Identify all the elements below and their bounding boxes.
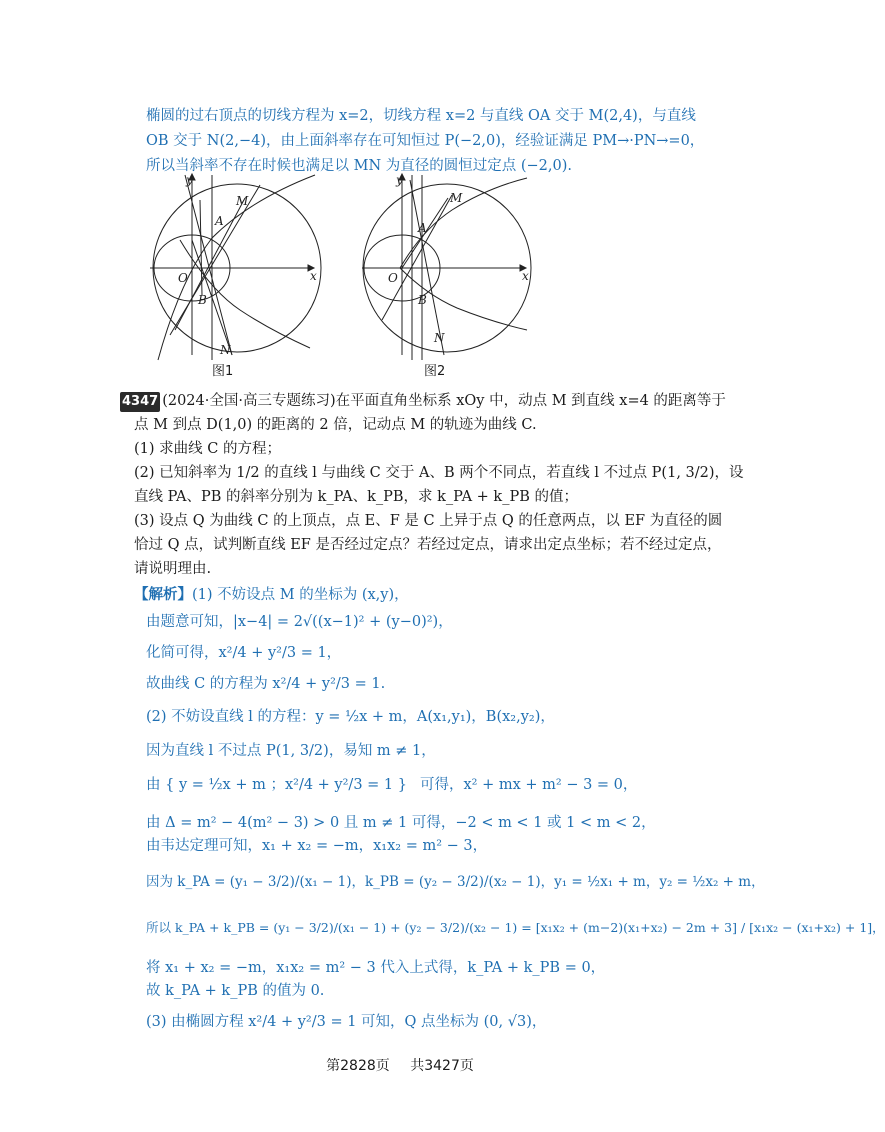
fig2-label-x: x xyxy=(522,269,529,283)
problem-line-3: (1) 求曲线 C 的方程； xyxy=(134,441,281,457)
solution-line-10: 因为 k_PA = (y₁ − 3/2)/(x₁ − 1)，k_PB = (y₂ − 3/2)/(x₂ − 1)，y₁ = ½x₁ + m，y₂ = ½x₂ + m， xyxy=(146,874,765,890)
problem-line-6: (3) 设点 Q 为曲线 C 的上顶点，点 E、F 是 C 上异于点 Q 的任意两点，以 EF 为直径的圆 xyxy=(134,513,723,529)
solution-line-14: (3) 由椭圆方程 x²/4 + y²/3 = 1 可知，Q 点坐标为 (0, √3)， xyxy=(146,1014,547,1030)
line-om xyxy=(175,198,245,330)
page-number: 第2828页 xyxy=(326,1058,390,1074)
figure-1 xyxy=(140,170,340,360)
figure-2-caption: 图2 xyxy=(424,364,446,379)
fig1-label-y: y xyxy=(186,173,193,187)
fig2-label-a: A xyxy=(418,221,427,235)
intro-line-3: 所以当斜率不存在时候也满足以 MN 为直径的圆恒过定点 (−2,0). xyxy=(146,158,572,174)
solution-line-3: 化简可得，x²/4 + y²/3 = 1， xyxy=(146,645,342,661)
problem-line-8: 请说明理由. xyxy=(134,561,212,577)
fig1-label-a: A xyxy=(215,214,224,228)
problem-text-1: (2024·全国·高三专题练习)在平面直角坐标系 xOy 中，动点 M 到直线 x=4 的距离等于 xyxy=(162,393,726,409)
fig1-label-b: B xyxy=(198,293,207,307)
solution-line-12: 将 x₁ + x₂ = −m，x₁x₂ = m² − 3 代入上式得，k_PA + k_PB = 0， xyxy=(146,960,606,976)
solution-line-2: 由题意可知，|x−4| = 2√((x−1)² + (y−0)²)， xyxy=(146,614,453,630)
problem-line-7: 恰过 Q 点，试判断直线 EF 是否经过定点？若经过定点，请求出定点坐标；若不经过定点， xyxy=(134,537,722,553)
solution-line-4: 故曲线 C 的方程为 x²/4 + y²/3 = 1. xyxy=(146,676,386,692)
problem-line-1 xyxy=(120,391,726,412)
figure-2 xyxy=(352,170,552,360)
solution-line-9: 由韦达定理可知，x₁ + x₂ = −m，x₁x₂ = m² − 3， xyxy=(146,838,488,854)
solution-tag: 【解析】 xyxy=(134,586,192,603)
figure-1-caption: 图1 xyxy=(212,364,234,379)
problem-line-5: 直线 PA、PB 的斜率分别为 k_PA、k_PB，求 k_PA + k_PB 的值； xyxy=(134,489,578,505)
problem-number-badge: 4347 xyxy=(120,392,160,412)
fig1-label-o: O xyxy=(178,271,188,285)
intro-line-1: 椭圆的过右顶点的切线方程为 x=2，切线方程 x=2 与直线 OA 交于 M(2,4)，与直线 xyxy=(146,108,696,124)
figure-1-graph xyxy=(140,170,340,360)
solution-line-13: 故 k_PA + k_PB 的值为 0. xyxy=(146,983,325,999)
figure-2-graph xyxy=(352,170,552,360)
solution-line-6: 因为直线 l 不过点 P(1, 3/2)，易知 m ≠ 1， xyxy=(146,743,436,759)
page-footer xyxy=(0,1055,800,1075)
intro-line-2: OB 交于 N(2,−4)，由上面斜率存在可知恒过 P(−2,0)，经验证满足 PM→·PN→=0， xyxy=(146,133,705,149)
fig1-label-n: N xyxy=(220,343,231,357)
solution-line-5: (2) 不妨设直线 l 的方程：y = ½x + m，A(x₁,y₁)，B(x₂,y₂)， xyxy=(146,709,555,725)
total-pages: 共3427页 xyxy=(410,1058,474,1074)
problem-line-4: (2) 已知斜率为 1/2 的直线 l 与曲线 C 交于 A、B 两个不同点，若直线 l 不过点 P(1, 3/2)，设 xyxy=(134,465,744,481)
fig2-label-o: O xyxy=(388,271,398,285)
fig1-label-m: M xyxy=(236,194,249,208)
fig2-label-m: M xyxy=(450,191,463,205)
problem-line-2: 点 M 到点 D(1,0) 的距离的 2 倍，记动点 M 的轨迹为曲线 C. xyxy=(134,417,537,433)
solution-line-1 xyxy=(134,585,409,605)
fig2-label-b: B xyxy=(418,293,427,307)
fig1-label-x: x xyxy=(310,269,317,283)
fig2-label-n: N xyxy=(434,331,445,345)
solution-line-7a: 由 { y = ½x + m ；x²/4 + y²/3 = 1 } xyxy=(146,777,407,793)
solution-line-7b: 可得，x² + mx + m² − 3 = 0， xyxy=(420,777,638,793)
fig2-label-y: y xyxy=(396,173,403,187)
solution-line-8: 由 Δ = m² − 4(m² − 3) > 0 且 m ≠ 1 可得，−2 < m < 1 或 1 < m < 2， xyxy=(146,815,656,831)
solution-text-1: (1) 不妨设点 M 的坐标为 (x,y)， xyxy=(192,587,409,603)
solution-line-11: 所以 k_PA + k_PB = (y₁ − 3/2)/(x₁ − 1) + (y₂ − 3/2)/(x₂ − 1) = [x₁x₂ + (m−2)(x₁+x₂) − 2m + 3] / [x₁x₂ − (x₁+x₂) + 1]， xyxy=(146,920,885,935)
